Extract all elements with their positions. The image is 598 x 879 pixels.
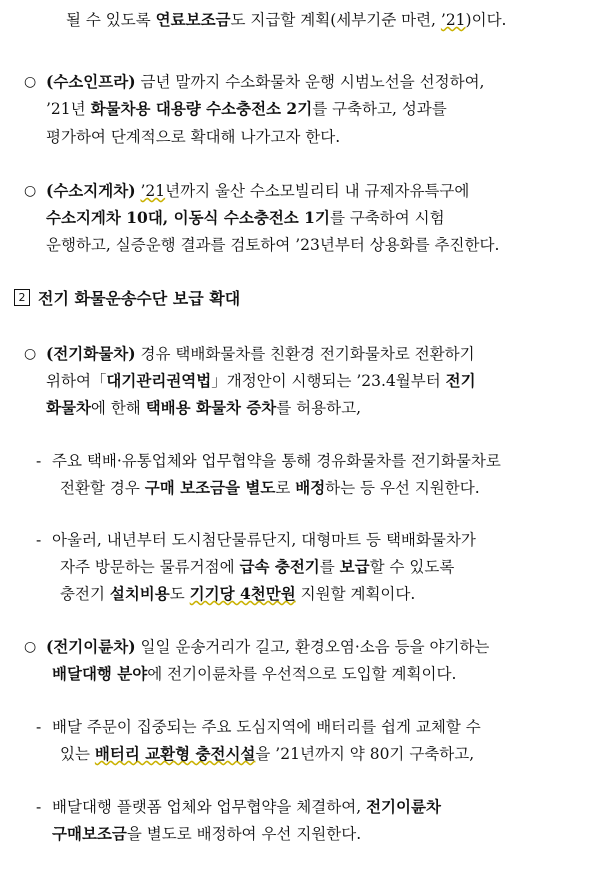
infra-line-3 [46,126,340,148]
etruck-sub2-text: 할 수 있도록 [369,558,455,576]
ebike-sub2-line-1 [52,796,441,818]
etruck-sub1-text: 하는 등 우선 지원한다. [325,479,480,497]
infra-bold: 화물차용 대용량 수소충전소 2기 [90,99,313,118]
etruck-text: 경유 택배화물차를 친환경 전기화물차로 전환하기 [135,345,475,363]
ebike-sub1-line-2 [60,743,474,765]
ebike-text: 일일 운송거리가 길고, 환경오염·소음 등을 야기하는 [135,638,490,656]
ebike-sub1-text: 있는 [60,745,95,763]
intro-bold: 연료보조금 [155,10,231,29]
etruck-text: 」개정안이 시행되는 ’23.4월부터 [211,372,446,390]
section-number-box: 2 [14,289,30,306]
etruck-sub2-line-3 [60,583,415,605]
etruck-sub2-text: 지원할 계획이다. [295,585,416,603]
ebike-sub2-text: 배달대행 플랫폼 업체와 업무협약을 체결하여, [52,798,367,816]
ebike-line-1 [46,636,489,658]
etruck-sub2-text: 충전기 [60,585,110,603]
forklift-line-1 [46,180,469,202]
forklift-label: (수소지게차) [46,181,136,200]
dash-icon: - [36,531,42,549]
etruck-label: (전기화물차) [46,344,136,363]
infra-text: ’21년 [46,100,91,118]
etruck-sub1-line-1 [52,450,501,472]
etruck-sub2-line-1 [52,529,476,551]
ebike-sub2-line-2 [52,823,361,845]
dash-icon: - [36,798,42,816]
forklift-bold: 수소지게차 10대, 이동식 수소충전소 1기 [46,208,330,227]
etruck-sub2-text: 자주 방문하는 물류거점에 [60,558,240,576]
bullet-icon: ○ [24,74,37,90]
forklift-text: 를 구축하여 시험 [329,209,445,227]
ebike-text: 에 전기이륜차를 우선적으로 도입할 계획이다. [147,665,457,683]
etruck-line-3 [46,397,361,419]
etruck-sub1-bold: 배정 [295,478,326,497]
etruck-sub2-bold: 급속 충전기 [239,557,320,576]
ebike-label: (전기이륜차) [46,637,136,656]
etruck-sub2-text: 를 [319,558,340,576]
forklift-text: 운행하고, 실증운행 결과를 검토하여 ’23년부터 상용화를 추진한다. [46,236,500,254]
forklift-line-3 [46,234,499,256]
etruck-bold: 화물차 [46,398,91,417]
ebike-bold: 배달대행 분야 [52,664,148,683]
infra-text: 를 구축하고, 성과를 [312,100,447,118]
etruck-line-1 [46,343,475,365]
infra-label: (수소인프라) [46,72,136,91]
etruck-sub1-text: 전환할 경우 [60,479,145,497]
etruck-bold: 택배용 화물차 증차 [145,398,277,417]
intro-line [66,9,506,31]
ebike-line-2 [52,663,456,685]
infra-line-1 [46,71,484,93]
etruck-line-2 [46,370,476,392]
etruck-text: 위하여「 [46,372,107,390]
etruck-sub1-line-2 [60,477,480,499]
etruck-text: 를 허용하고, [276,399,362,417]
forklift-underlined: ’21 [140,182,166,200]
intro-text: 도 지급할 계획(세부기준 마련, [230,11,441,29]
bullet-icon: ○ [24,639,37,655]
infra-text: 금년 말까지 수소화물차 운행 시범노선을 선정하여, [135,73,485,91]
etruck-sub2-text: 도 [169,585,190,603]
ebike-sub1-bold: 배터리 교환형 충전시설 [94,744,256,763]
etruck-bold: 전기 [445,371,476,390]
ebike-sub1-text: 배달 주문이 집중되는 주요 도심지역에 배터리를 쉽게 교체할 수 [52,718,481,736]
etruck-bold: 대기관리권역법 [106,371,212,390]
ebike-sub2-text: 을 별도로 배정하여 우선 지원한다. [126,825,362,843]
ebike-sub2-bold: 전기이륜차 [366,797,441,816]
forklift-line-2 [46,207,445,229]
intro-underlined: ’21 [440,11,466,29]
infra-line-2 [46,98,447,120]
section-heading [14,288,240,310]
etruck-sub1-bold: 구매 보조금을 별도 [144,478,276,497]
ebike-sub2-bold: 구매보조금 [52,824,127,843]
etruck-sub2-bold: 설치비용 [109,584,170,603]
section-title: 전기 화물운송수단 보급 확대 [38,289,241,308]
intro-text: 될 수 있도록 [66,11,156,29]
etruck-text: 에 한해 [90,399,146,417]
etruck-sub2-bold: 보급 [339,557,370,576]
ebike-sub1-text: 을 ’21년까지 약 80기 구축하고, [255,745,475,763]
bullet-icon: ○ [24,346,37,362]
infra-text: 평가하여 단계적으로 확대해 나가고자 한다. [46,128,341,146]
etruck-sub2-line-2 [60,556,454,578]
etruck-sub1-text: 주요 택배·유통업체와 업무협약을 통해 경유화물차를 전기화물차로 [52,452,501,470]
forklift-text: 년까지 울산 수소모빌리티 내 규제자유특구에 [165,182,470,200]
intro-text: )이다. [465,11,507,29]
etruck-sub2-text: 아울러, 내년부터 도시첨단물류단지, 대형마트 등 택배화물차가 [52,531,476,549]
dash-icon: - [36,452,42,470]
etruck-sub1-text: 로 [275,479,296,497]
dash-icon: - [36,718,42,736]
bullet-icon: ○ [24,183,37,199]
ebike-sub1-line-1 [52,716,481,738]
etruck-sub2-bold: 기기당 4천만원 [189,584,296,603]
